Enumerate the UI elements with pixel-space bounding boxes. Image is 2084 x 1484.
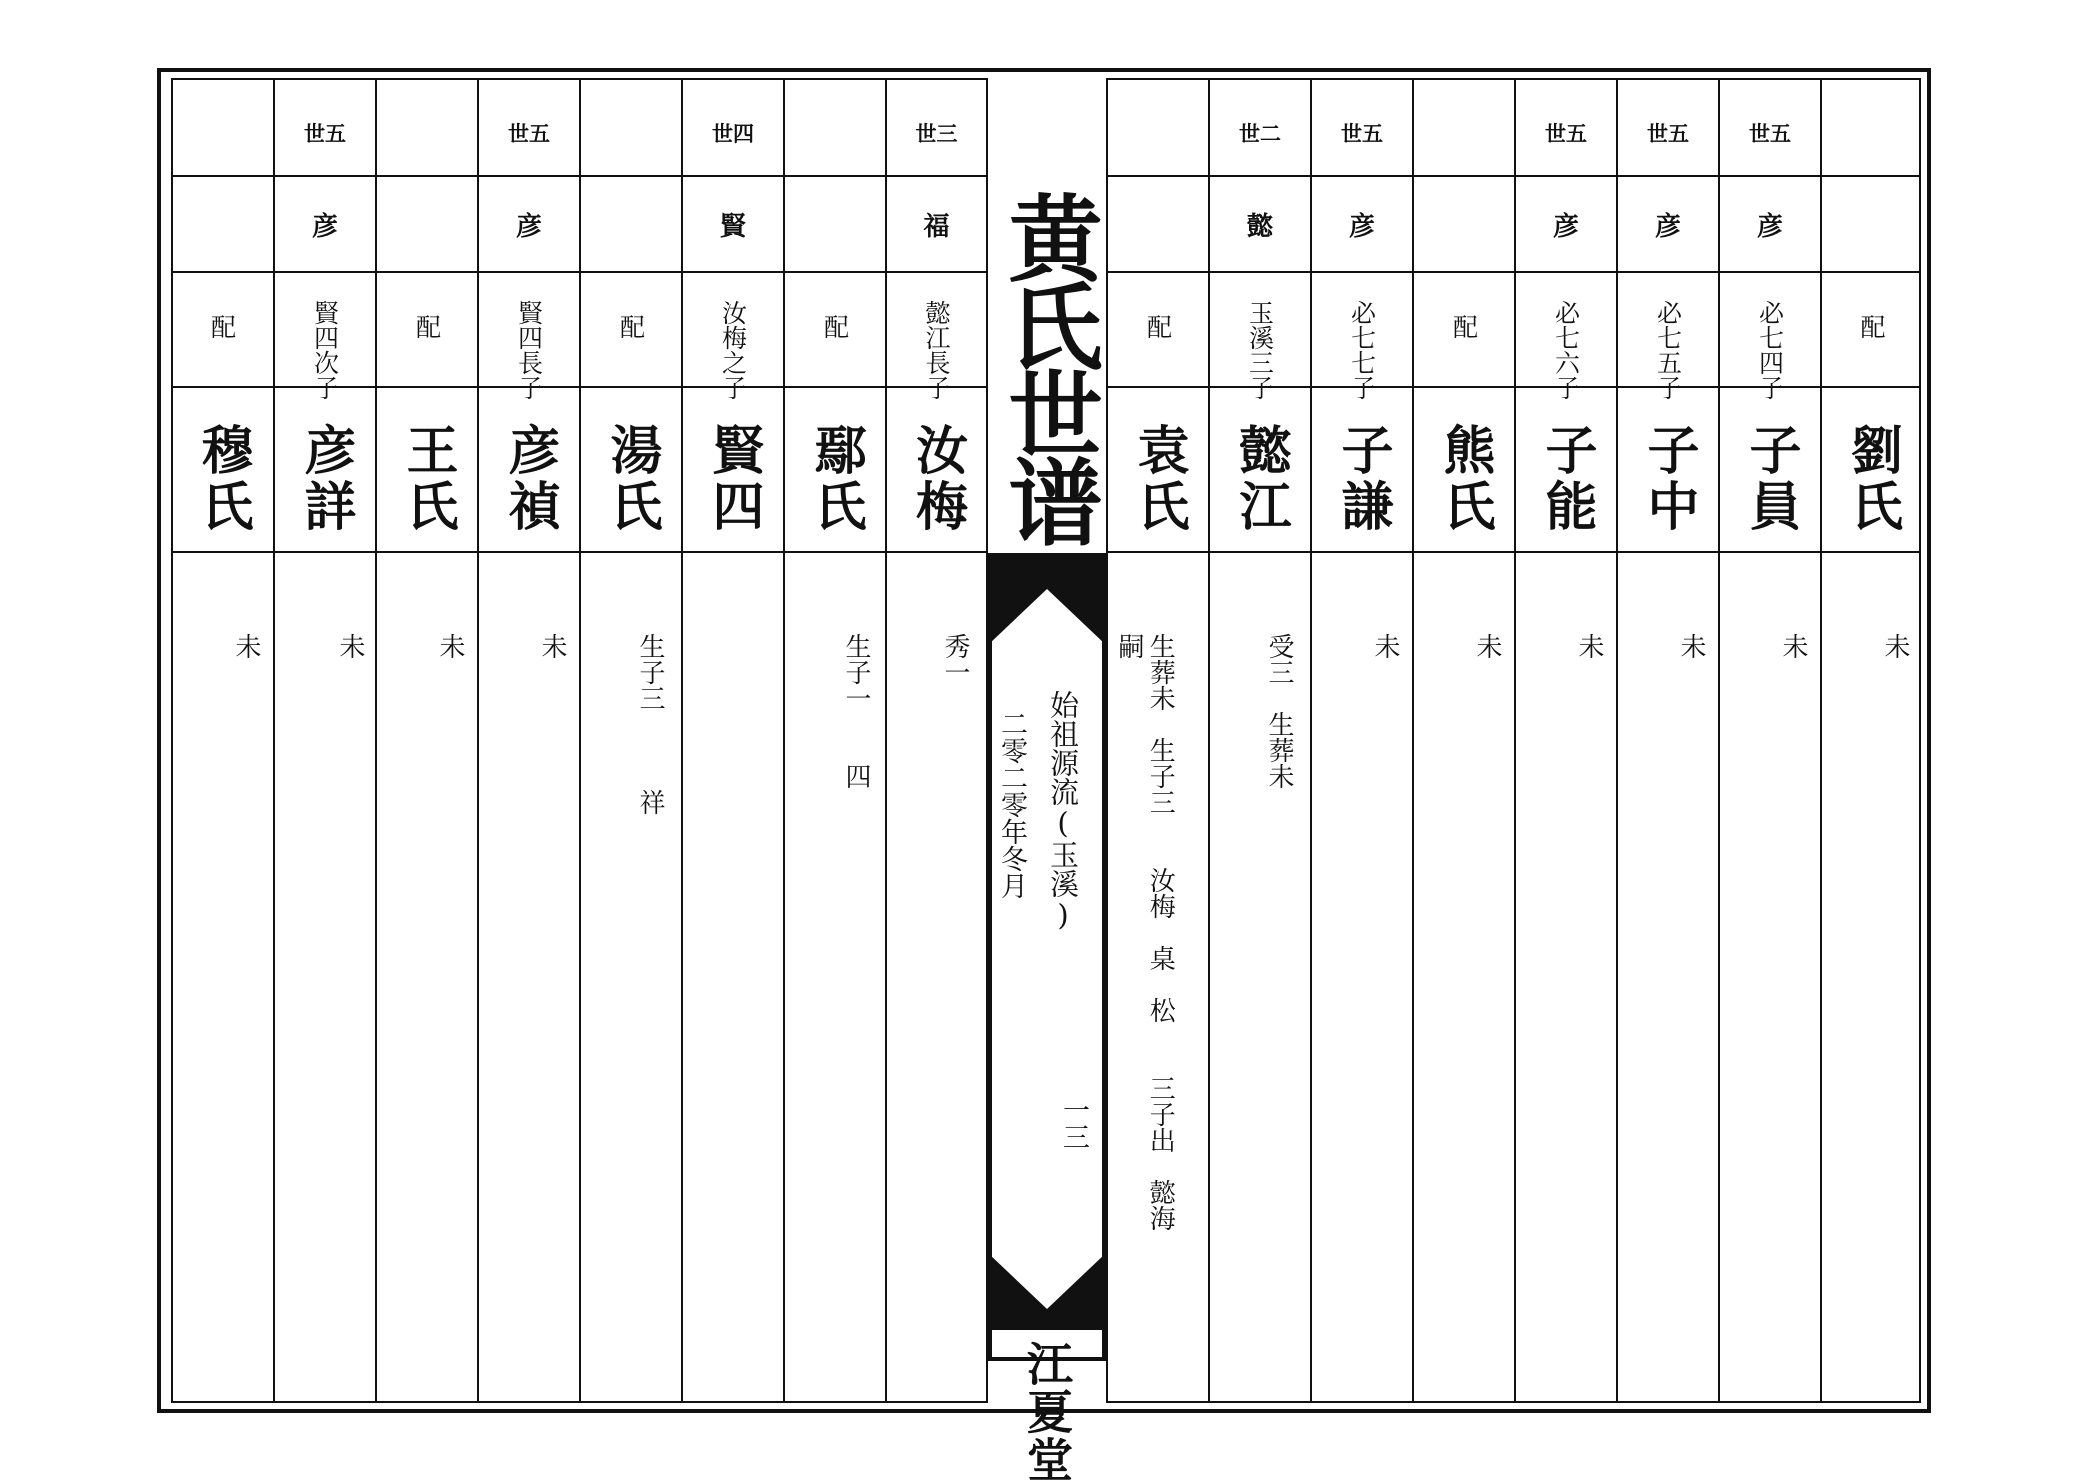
- relation-text: 玉溪三子: [1245, 300, 1275, 400]
- generation-label: 世三: [915, 122, 958, 146]
- subtitle-text: 始祖源流(玉溪): [1046, 690, 1080, 932]
- generation-character: 賢: [719, 212, 746, 242]
- person-name: 王氏: [397, 423, 458, 535]
- genealogy-title: 黄氏世谱: [992, 190, 1102, 542]
- person-name: 彦詳: [295, 423, 356, 535]
- generation-character: 懿: [1246, 212, 1273, 242]
- column-tang-shi: [581, 78, 683, 1403]
- note-text-detail: 生葬未 生子三 汝梅 桌 松 三子出 懿海: [1145, 633, 1176, 1231]
- generation-label: 世二: [1239, 122, 1281, 146]
- note-text: 未: [537, 633, 567, 659]
- column-yi-jiang: [1210, 78, 1312, 1403]
- column-wang-shi: [377, 78, 479, 1403]
- column-mu-shi: [171, 78, 275, 1403]
- person-name: 子中: [1638, 423, 1699, 535]
- note-text: 未: [1778, 633, 1808, 659]
- date-text: 二零二零年冬月: [996, 710, 1027, 899]
- relation-text: 配: [207, 314, 237, 339]
- column-zi-qian: [1312, 78, 1414, 1403]
- center-title-band: [988, 78, 1108, 1484]
- relation-text: 配: [412, 314, 442, 339]
- note-text: 未: [231, 633, 261, 659]
- generation-label: 世四: [712, 122, 754, 146]
- column-yan-shi: [785, 78, 887, 1403]
- note-text: 生子三 祥: [635, 633, 665, 815]
- person-name: 袁氏: [1128, 423, 1189, 535]
- column-zi-yuan: [1720, 78, 1822, 1403]
- generation-label: 世五: [1341, 122, 1383, 146]
- column-xian-si: [683, 78, 785, 1403]
- relation-text: 汝梅之子: [718, 300, 748, 400]
- generation-label: 世五: [304, 122, 346, 146]
- note-text: 嗣: [1114, 633, 1144, 659]
- banner-frame: [988, 553, 1106, 1361]
- note-text: 受三 生葬未: [1264, 633, 1294, 789]
- note-text: 未: [1574, 633, 1604, 659]
- note-text: 秀一: [940, 633, 970, 685]
- note-text: 未: [1676, 633, 1706, 659]
- relation-text: 配: [616, 314, 646, 339]
- person-name: 熊氏: [1434, 423, 1495, 535]
- column-ru-mei: [887, 78, 988, 1403]
- person-name: 子謙: [1332, 423, 1393, 535]
- column-liu-shi: [1822, 78, 1921, 1403]
- person-name: 賢四: [703, 423, 764, 535]
- note-text: 未: [335, 633, 365, 659]
- generation-label: 世五: [1749, 122, 1791, 146]
- person-name: 懿江: [1230, 423, 1291, 535]
- column-zi-neng: [1516, 78, 1618, 1403]
- relation-text: 必七五子: [1653, 300, 1683, 400]
- column-zi-zhong: [1618, 78, 1720, 1403]
- generation-character: 彦: [1654, 212, 1681, 242]
- relation-text: 懿江長子: [922, 300, 951, 400]
- relation-text: 配: [1857, 314, 1886, 339]
- relation-text: 賢四次子: [310, 300, 340, 400]
- person-name: 鄢氏: [805, 423, 866, 535]
- note-text: 未: [435, 633, 465, 659]
- generation-character: 彦: [1552, 212, 1579, 242]
- generation-label: 世五: [508, 122, 550, 146]
- note-text: 未: [1880, 633, 1910, 659]
- generation-character: 彦: [515, 212, 542, 242]
- hall-name: 江夏堂: [1020, 1340, 1074, 1484]
- relation-text: 配: [1143, 314, 1173, 339]
- generation-label: 世五: [1545, 122, 1587, 146]
- note-text: 未: [1370, 633, 1400, 659]
- column-yan-zhen: [479, 78, 581, 1403]
- page-number: 一三: [1058, 1096, 1089, 1150]
- relation-text: 必七六子: [1551, 300, 1581, 400]
- person-name: 子能: [1536, 423, 1597, 535]
- generation-label: 世五: [1647, 122, 1689, 146]
- relation-text: 必七四子: [1755, 300, 1785, 400]
- person-name: 子員: [1740, 423, 1801, 535]
- person-name: 穆氏: [192, 423, 253, 535]
- note-text: 未: [1472, 633, 1502, 659]
- column-yuan-shi: [1108, 78, 1210, 1403]
- column-xiong-shi: [1414, 78, 1516, 1403]
- generation-character: 彦: [1756, 212, 1783, 242]
- relation-text: 配: [820, 314, 850, 339]
- relation-text: 配: [1449, 314, 1479, 339]
- person-name: 彦禎: [499, 423, 560, 535]
- generation-character: 福: [923, 212, 950, 242]
- person-name: 湯氏: [601, 423, 662, 535]
- person-name: 劉氏: [1841, 423, 1903, 535]
- column-yan-xiang: [275, 78, 377, 1403]
- generation-character: 彦: [311, 212, 338, 242]
- note-text: 生子一 四: [841, 633, 871, 789]
- generation-character: 彦: [1348, 212, 1375, 242]
- relation-text: 賢四長子: [514, 300, 544, 400]
- person-name: 汝梅: [906, 423, 968, 535]
- relation-text: 必七七子: [1347, 300, 1377, 400]
